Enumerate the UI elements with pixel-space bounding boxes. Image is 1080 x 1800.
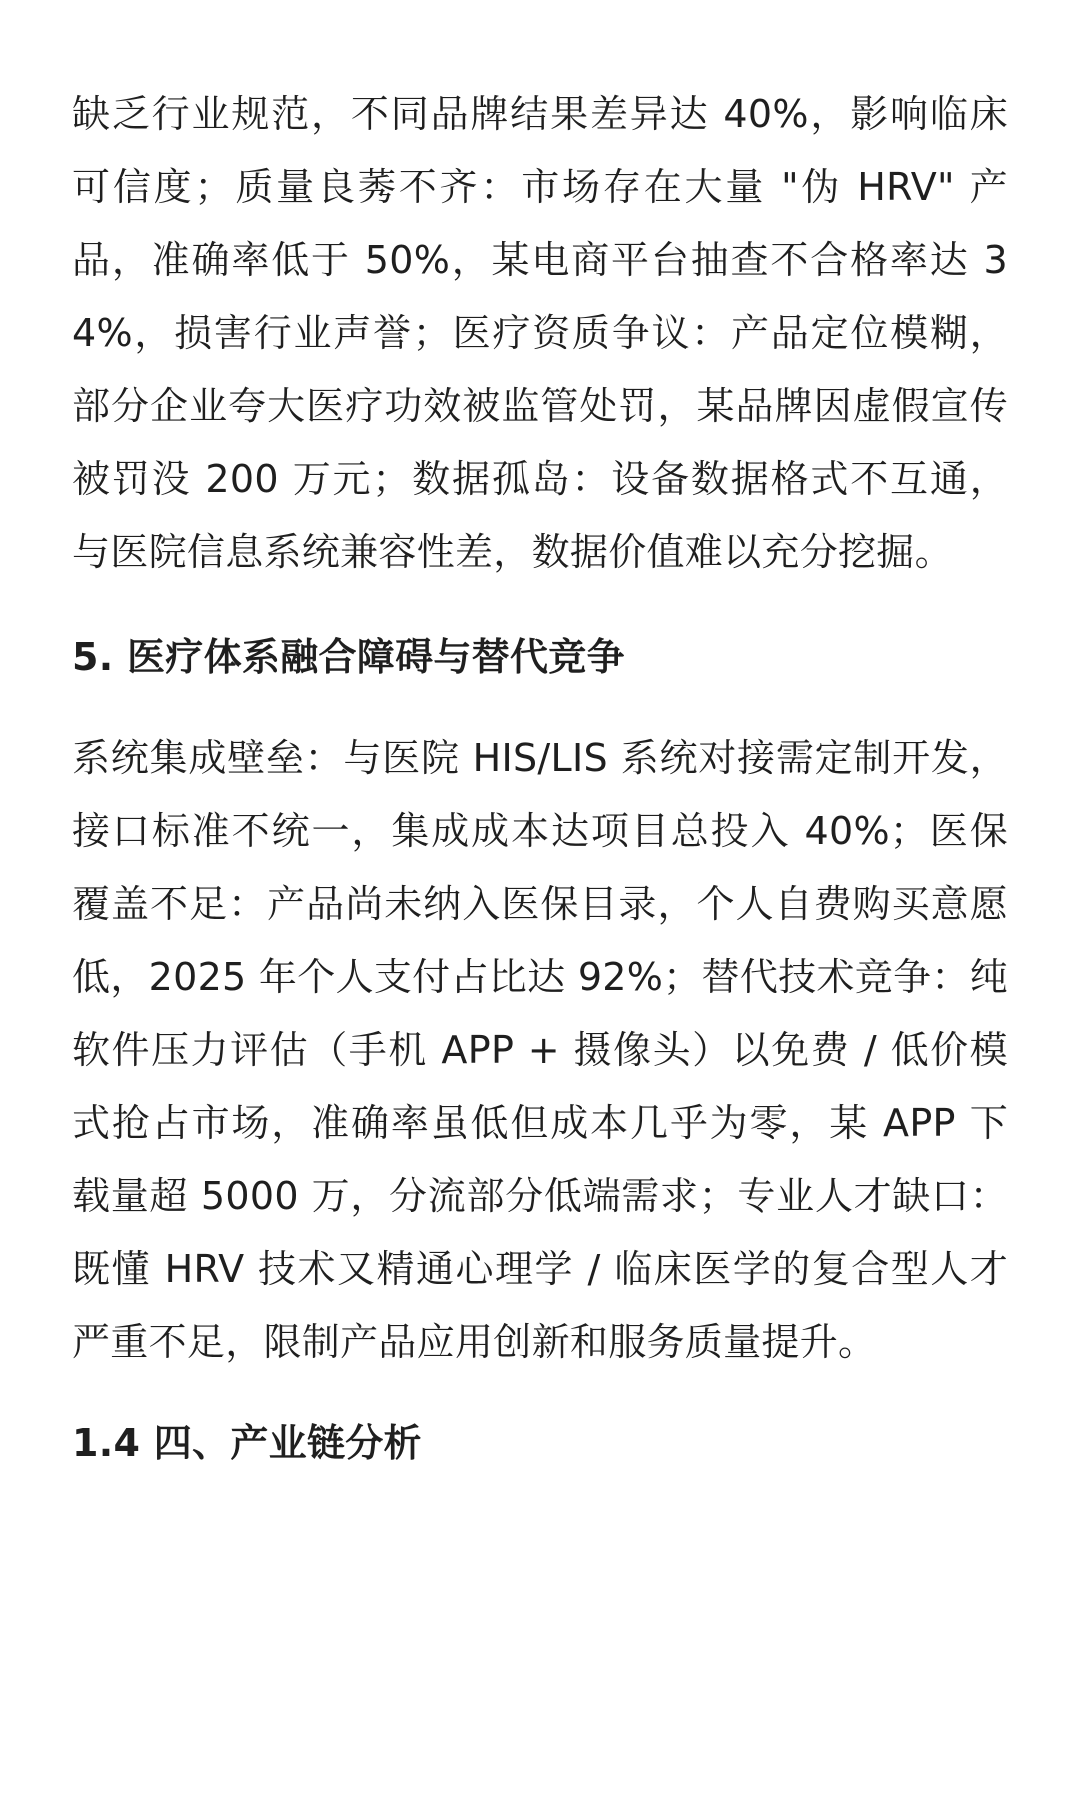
section-heading-1-4: 1.4 四、产业链分析 <box>72 1421 422 1465</box>
paragraph-integration-barriers: 系统集成壁垒：与医院 HIS/LIS 系统对接需定制开发，接口标准不统一，集成成本达项目总投入 40%；医保覆盖不足：产品尚未纳入医保目录，个人自费购买意愿低，2025 年个人支付占比达 92%；替代技术竞争：纯软件压力评估（手机 APP + 摄像头）以免费 / 低价模式抢占市场，准确率虽低但成本几乎为零，某 APP 下载量超 5000 万，分流部分低端需求；专业人才缺口：既懂 HRV 技术又精通心理学 / 临床医学的复合型人才严重不足，限制产品应用创新和服务质量提升。 <box>72 736 1008 1364</box>
paragraph-industry-issues: 缺乏行业规范，不同品牌结果差异达 40%，影响临床可信度；质量良莠不齐：市场存在大量 "伪 HRV" 产品，准确率低于 50%，某电商平台抽查不合格率达 34%，损害行业声誉；医疗资质争议：产品定位模糊，部分企业夸大医疗功效被监管处罚，某品牌因虚假宣传被罚没 200 万元；数据孤岛：设备数据格式不互通，与医院信息系统兼容性差，数据价值难以充分挖掘。 <box>72 92 1008 574</box>
section-heading-5: 5. 医疗体系融合障碍与替代竞争 <box>72 635 625 679</box>
